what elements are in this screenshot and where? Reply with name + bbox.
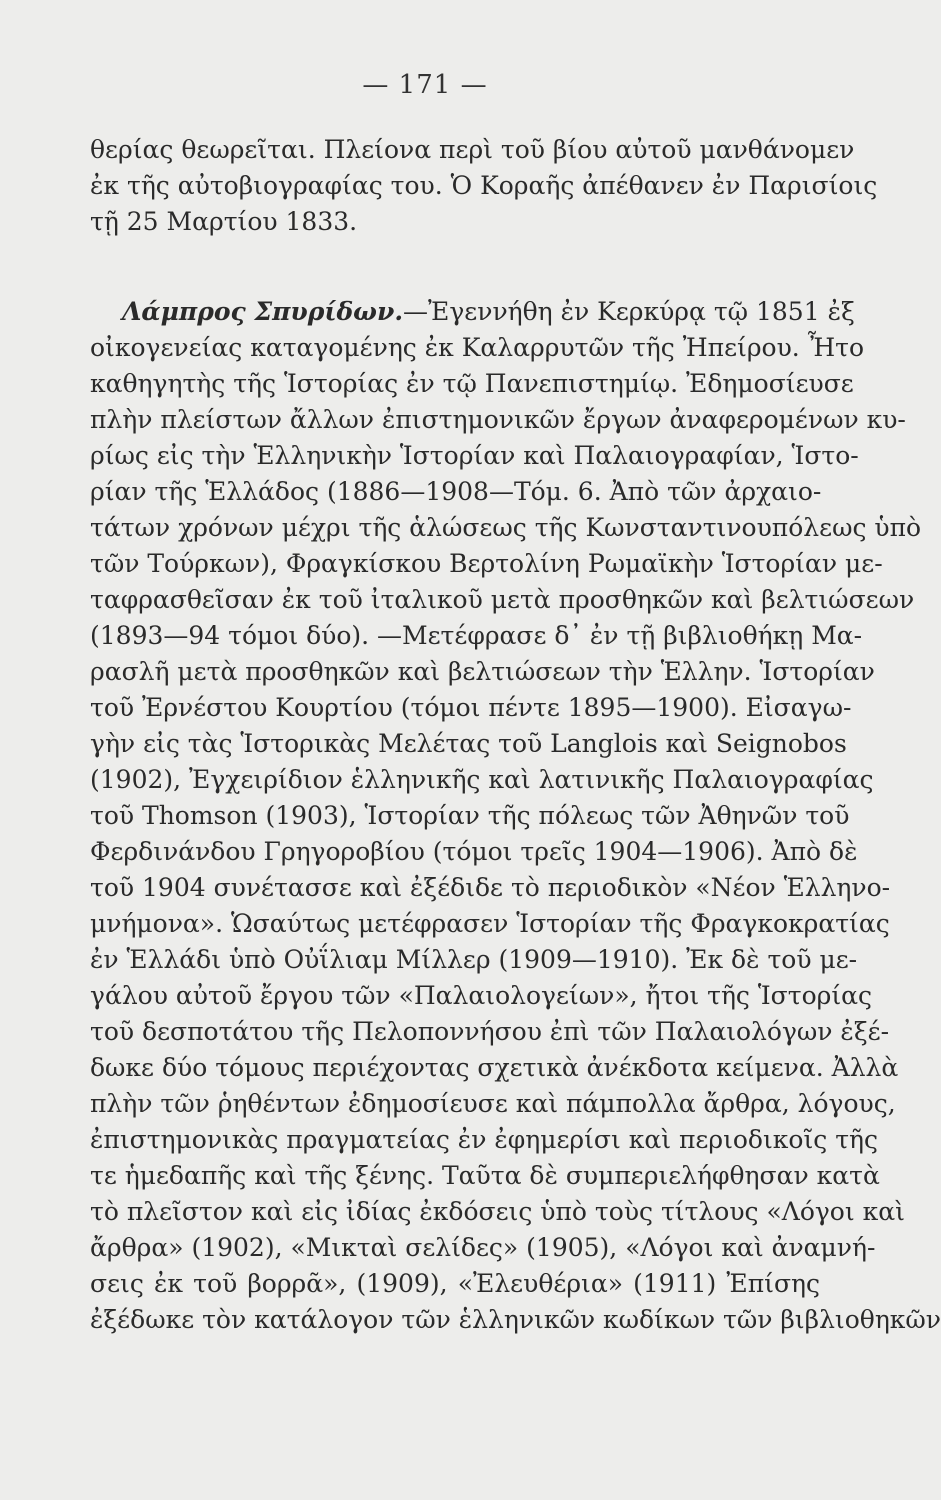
- text-line: ταφρασθεῖσαν ἐκ τοῦ ἰταλικοῦ μετὰ προσθηκῶν καὶ βελτιώσεων: [90, 585, 915, 614]
- text-line: ἄρθρα» (1902), «Μικταὶ σελίδες» (1905), «Λόγοι καὶ ἀναμνή-: [90, 1233, 876, 1262]
- text-line: τοῦ 1904 συνέτασσε καὶ ἐξέδιδε τὸ περιοδικὸν «Νέον Ἑλληνο-: [90, 873, 891, 902]
- text-line: δωκε δύο τόμους περιέχοντας σχετικὰ ἀνέκδοτα κείμενα. Ἀλλὰ: [90, 1053, 899, 1082]
- body-text: [90, 132, 941, 1338]
- text-line: θερίας θεωρεῖται. Πλείονα περὶ τοῦ βίου αὐτοῦ μανθάνομεν: [90, 135, 855, 164]
- entry-first-line: —Ἐγεννήθη ἐν Κερκύρᾳ τῷ 1851 ἐξ: [403, 297, 855, 326]
- text-line: ἐξέδωκε τὸν κατάλογον τῶν ἑλληνικῶν κωδίκων τῶν βιβλιοθηκῶν: [90, 1305, 941, 1334]
- entry-name: Λάμπρος Σπυρίδων.: [122, 297, 404, 326]
- text-line: ρασλῆ μετὰ προσθηκῶν καὶ βελτιώσεων τὴν Ἑλλην. Ἱστορίαν: [90, 657, 875, 686]
- text-line: ἐν Ἑλλάδι ὑπὸ Οὐΐλιαμ Μίλλερ (1909—1910). Ἐκ δὲ τοῦ με-: [90, 945, 858, 974]
- paragraph-gap: [90, 240, 820, 294]
- text-line: (1902), Ἐγχειρίδιον ἑλληνικῆς καὶ λατινικῆς Παλαιογραφίας: [90, 765, 874, 794]
- text-line: ρίως εἰς τὴν Ἑλληνικὴν Ἱστορίαν καὶ Παλαιογραφίαν, Ἱστο-: [90, 441, 859, 470]
- text-line: πλὴν πλείστων ἄλλων ἐπιστημονικῶν ἔργων ἀναφερομένων κυ-: [90, 405, 906, 434]
- text-line: (1893—94 τόμοι δύο). —Μετέφρασε δ᾽ ἐν τῇ βιβλιοθήκῃ Μα-: [90, 621, 863, 650]
- text-line: σεις ἐκ τοῦ βορρᾶ», (1909), «Ἐλευθέρια» (1911) Ἐπίσης: [90, 1269, 820, 1298]
- text-line: ἐπιστημονικὰς πραγματείας ἐν ἐφημερίσι καὶ περιοδικοῖς τῆς: [90, 1125, 879, 1154]
- text-line: ρίαν τῆς Ἑλλάδος (1886—1908—Τόμ. 6. Ἀπὸ τῶν ἀρχαιο-: [90, 477, 822, 506]
- text-line: πλὴν τῶν ῥηθέντων ἐδημοσίευσε καὶ πάμπολλα ἄρθρα, λόγους,: [90, 1089, 896, 1118]
- text-line: τοῦ Thomson (1903), Ἱστορίαν τῆς πόλεως τῶν Ἀθηνῶν τοῦ: [90, 801, 850, 830]
- text-line: Φερδινάνδου Γρηγοροβίου (τόμοι τρεῖς 1904—1906). Ἀπὸ δὲ: [90, 837, 858, 866]
- text-line: τοῦ δεσποτάτου τῆς Πελοποννήσου ἐπὶ τῶν Παλαιολόγων ἐξέ-: [90, 1017, 890, 1046]
- text-line: γὴν εἰς τὰς Ἱστορικὰς Μελέτας τοῦ Langlois καὶ Seignobos: [90, 729, 847, 758]
- paragraph-lampros: [90, 294, 941, 1338]
- text-line: τε ἡμεδαπῆς καὶ τῆς ξένης. Ταῦτα δὲ συμπεριελήφθησαν κατὰ: [90, 1161, 880, 1190]
- text-line-first: [90, 294, 855, 330]
- text-line: τοῦ Ἐρνέστου Κουρτίου (τόμοι πέντε 1895—1900). Εἰσαγω-: [90, 693, 852, 722]
- page-number: — 171 —: [362, 70, 488, 100]
- text-line: τῇ 25 Μαρτίου 1833.: [90, 207, 358, 236]
- text-line: τάτων χρόνων μέχρι τῆς ἁλώσεως τῆς Κωνσταντινουπόλεως ὑπὸ: [90, 513, 922, 542]
- text-line: μνήμονα». Ὡσαύτως μετέφρασεν Ἱστορίαν τῆς Φραγκοκρατίας: [90, 909, 890, 938]
- text-line: ἐκ τῆς αὐτοβιογραφίας του. Ὁ Κοραῆς ἀπέθανεν ἐν Παρισίοις: [90, 171, 878, 200]
- text-line: γάλου αὐτοῦ ἔργου τῶν «Παλαιολογείων», ἤτοι τῆς Ἱστορίας: [90, 981, 873, 1010]
- paragraph-korais-end: [90, 132, 878, 240]
- text-line: τὸ πλεῖστον καὶ εἰς ἰδίας ἐκδόσεις ὑπὸ τοὺς τίτλους «Λόγοι καὶ: [90, 1197, 905, 1226]
- text-line: οἰκογενείας καταγομένης ἐκ Καλαρρυτῶν τῆς Ἠπείρου. Ἦτο: [90, 333, 865, 362]
- text-line: καθηγητὴς τῆς Ἱστορίας ἐν τῷ Πανεπιστημίῳ. Ἐδημοσίευσε: [90, 369, 854, 398]
- text-line: τῶν Τούρκων), Φραγκίσκου Βερτολίνη Ρωμαϊκὴν Ἱστορίαν με-: [90, 549, 883, 578]
